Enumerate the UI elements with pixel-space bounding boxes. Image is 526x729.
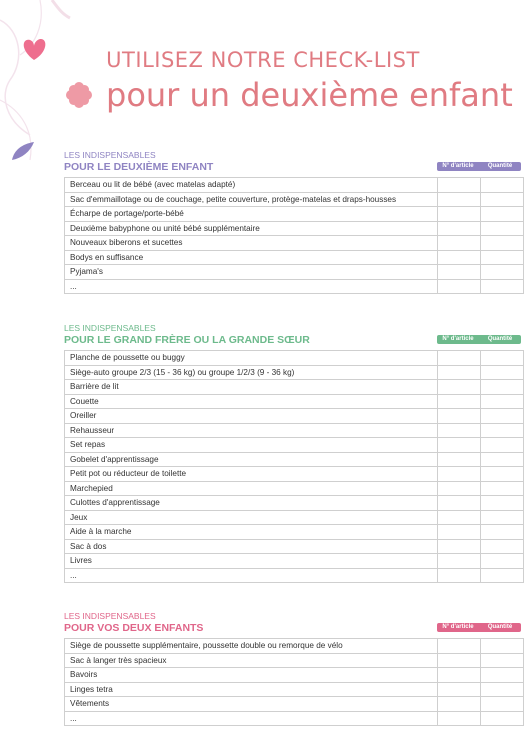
flower-icon: [66, 82, 92, 108]
checklist-row: [65, 265, 524, 280]
item-label: Jeux: [65, 510, 438, 525]
checklist-row: [65, 409, 524, 424]
item-label: Bavoirs: [65, 668, 438, 683]
checklist-row: [65, 639, 524, 654]
column-header-badge: [437, 335, 521, 344]
quantity-cell[interactable]: [481, 409, 524, 424]
section-kicker: LES INDISPENSABLES: [64, 611, 156, 621]
quantity-cell[interactable]: [481, 554, 524, 569]
item-label: ...: [65, 711, 438, 726]
quantity-cell[interactable]: [481, 351, 524, 366]
item-label: Oreiller: [65, 409, 438, 424]
article-number-cell[interactable]: [438, 452, 481, 467]
item-label: Berceau ou lit de bébé (avec matelas adapté): [65, 178, 438, 193]
section-title: POUR LE DEUXIÈME ENFANT: [64, 161, 214, 173]
article-number-cell[interactable]: [438, 380, 481, 395]
quantity-cell[interactable]: [481, 236, 524, 251]
quantity-cell[interactable]: [481, 279, 524, 294]
checklist-row: [65, 365, 524, 380]
checklist-table: [64, 177, 524, 294]
article-number-cell[interactable]: [438, 207, 481, 222]
checklist-row: [65, 539, 524, 554]
section-deuxieme-enfant: [64, 150, 521, 294]
checklist-row: [65, 467, 524, 482]
checklist-row: [65, 394, 524, 409]
quantity-cell[interactable]: [481, 221, 524, 236]
quantity-cell[interactable]: [481, 682, 524, 697]
article-number-cell[interactable]: [438, 711, 481, 726]
article-number-cell[interactable]: [438, 568, 481, 583]
checklist-row: [65, 351, 524, 366]
item-label: Pyjama's: [65, 265, 438, 280]
article-number-cell[interactable]: [438, 236, 481, 251]
section-title: POUR LE GRAND FRÈRE OU LA GRANDE SŒUR: [64, 334, 310, 346]
checklist-row: [65, 711, 524, 726]
checklist-row: [65, 568, 524, 583]
section-kicker: LES INDISPENSABLES: [64, 150, 156, 160]
checklist-row: [65, 279, 524, 294]
article-number-cell[interactable]: [438, 365, 481, 380]
article-number-cell[interactable]: [438, 697, 481, 712]
checklist-row: [65, 207, 524, 222]
checklist-row: [65, 481, 524, 496]
quantity-cell[interactable]: [481, 207, 524, 222]
article-number-cell[interactable]: [438, 192, 481, 207]
item-label: Petit pot ou réducteur de toilette: [65, 467, 438, 482]
item-label: Culottes d'apprentissage: [65, 496, 438, 511]
article-number-cell[interactable]: [438, 394, 481, 409]
item-label: Set repas: [65, 438, 438, 453]
quantity-cell[interactable]: [481, 496, 524, 511]
article-number-cell[interactable]: [438, 351, 481, 366]
checklist-row: [65, 682, 524, 697]
article-number-cell[interactable]: [438, 525, 481, 540]
article-number-cell[interactable]: [438, 409, 481, 424]
quantity-cell[interactable]: [481, 639, 524, 654]
item-label: Couette: [65, 394, 438, 409]
quantity-cell[interactable]: [481, 380, 524, 395]
article-number-cell[interactable]: [438, 423, 481, 438]
checklist-row: [65, 653, 524, 668]
quantity-cell[interactable]: [481, 250, 524, 265]
article-number-cell[interactable]: [438, 539, 481, 554]
checklist-row: [65, 525, 524, 540]
article-number-cell[interactable]: [438, 682, 481, 697]
article-number-cell[interactable]: [438, 178, 481, 193]
checklist-row: [65, 192, 524, 207]
section-deux-enfants: [64, 611, 521, 726]
quantity-cell[interactable]: [481, 697, 524, 712]
checklist-row: [65, 554, 524, 569]
quantity-cell[interactable]: [481, 653, 524, 668]
column-quantity-label: Quantité: [487, 624, 513, 630]
quantity-cell[interactable]: [481, 394, 524, 409]
checklist-row: [65, 697, 524, 712]
checklist-row: [65, 178, 524, 193]
column-header-badge: [437, 162, 521, 171]
checklist-row: [65, 221, 524, 236]
item-label: ...: [65, 279, 438, 294]
checklist-row: [65, 510, 524, 525]
item-label: Écharpe de portage/porte-bébé: [65, 207, 438, 222]
decorative-floral-corner: [0, 0, 110, 170]
article-number-cell[interactable]: [438, 653, 481, 668]
column-article-label: N° d'article: [442, 163, 474, 169]
header-title-line1: UTILISEZ NOTRE CHECK-LIST: [106, 48, 420, 72]
item-label: Nouveaux biberons et sucettes: [65, 236, 438, 251]
article-number-cell[interactable]: [438, 438, 481, 453]
article-number-cell[interactable]: [438, 510, 481, 525]
quantity-cell[interactable]: [481, 365, 524, 380]
quantity-cell[interactable]: [481, 481, 524, 496]
checklist-row: [65, 668, 524, 683]
quantity-cell[interactable]: [481, 668, 524, 683]
quantity-cell[interactable]: [481, 265, 524, 280]
article-number-cell[interactable]: [438, 554, 481, 569]
quantity-cell[interactable]: [481, 467, 524, 482]
item-label: Marchepied: [65, 481, 438, 496]
checklist-row: [65, 380, 524, 395]
article-number-cell[interactable]: [438, 265, 481, 280]
checklist-row: [65, 423, 524, 438]
article-number-cell[interactable]: [438, 279, 481, 294]
article-number-cell[interactable]: [438, 496, 481, 511]
item-label: Sac à langer très spacieux: [65, 653, 438, 668]
item-label: Vêtements: [65, 697, 438, 712]
quantity-cell[interactable]: [481, 452, 524, 467]
column-quantity-label: Quantité: [487, 163, 513, 169]
item-label: Siège de poussette supplémentaire, poussette double ou remorque de vélo: [65, 639, 438, 654]
checklist-table: [64, 638, 524, 726]
item-label: ...: [65, 568, 438, 583]
item-label: Deuxième babyphone ou unité bébé supplémentaire: [65, 221, 438, 236]
article-number-cell[interactable]: [438, 481, 481, 496]
quantity-cell[interactable]: [481, 178, 524, 193]
article-number-cell[interactable]: [438, 221, 481, 236]
item-label: Sac d'emmaillotage ou de couchage, petite couverture, protège-matelas et draps-housses: [65, 192, 438, 207]
item-label: Rehausseur: [65, 423, 438, 438]
article-number-cell[interactable]: [438, 639, 481, 654]
item-label: Planche de poussette ou buggy: [65, 351, 438, 366]
quantity-cell[interactable]: [481, 568, 524, 583]
quantity-cell[interactable]: [481, 423, 524, 438]
checklist-row: [65, 250, 524, 265]
quantity-cell[interactable]: [481, 711, 524, 726]
column-header-badge: [437, 623, 521, 632]
item-label: Sac à dos: [65, 539, 438, 554]
quantity-cell[interactable]: [481, 525, 524, 540]
section-kicker: LES INDISPENSABLES: [64, 323, 156, 333]
header-title-line2: pour un deuxième enfant: [106, 76, 513, 114]
item-label: Gobelet d'apprentissage: [65, 452, 438, 467]
item-label: Siège-auto groupe 2/3 (15 - 36 kg) ou groupe 1/2/3 (9 - 36 kg): [65, 365, 438, 380]
checklist-row: [65, 452, 524, 467]
item-label: Aide à la marche: [65, 525, 438, 540]
column-article-label: N° d'article: [442, 624, 474, 630]
article-number-cell[interactable]: [438, 668, 481, 683]
quantity-cell[interactable]: [481, 510, 524, 525]
checklist-row: [65, 438, 524, 453]
column-quantity-label: Quantité: [487, 336, 513, 342]
quantity-cell[interactable]: [481, 438, 524, 453]
section-grand-frere-soeur: [64, 323, 521, 583]
article-number-cell[interactable]: [438, 467, 481, 482]
quantity-cell[interactable]: [481, 192, 524, 207]
checklist-row: [65, 496, 524, 511]
section-title: POUR VOS DEUX ENFANTS: [64, 622, 204, 634]
checklist-row: [65, 236, 524, 251]
item-label: Barrière de lit: [65, 380, 438, 395]
column-article-label: N° d'article: [442, 336, 474, 342]
checklist-table: [64, 350, 524, 583]
article-number-cell[interactable]: [438, 250, 481, 265]
item-label: Livres: [65, 554, 438, 569]
item-label: Linges tetra: [65, 682, 438, 697]
quantity-cell[interactable]: [481, 539, 524, 554]
item-label: Bodys en suffisance: [65, 250, 438, 265]
